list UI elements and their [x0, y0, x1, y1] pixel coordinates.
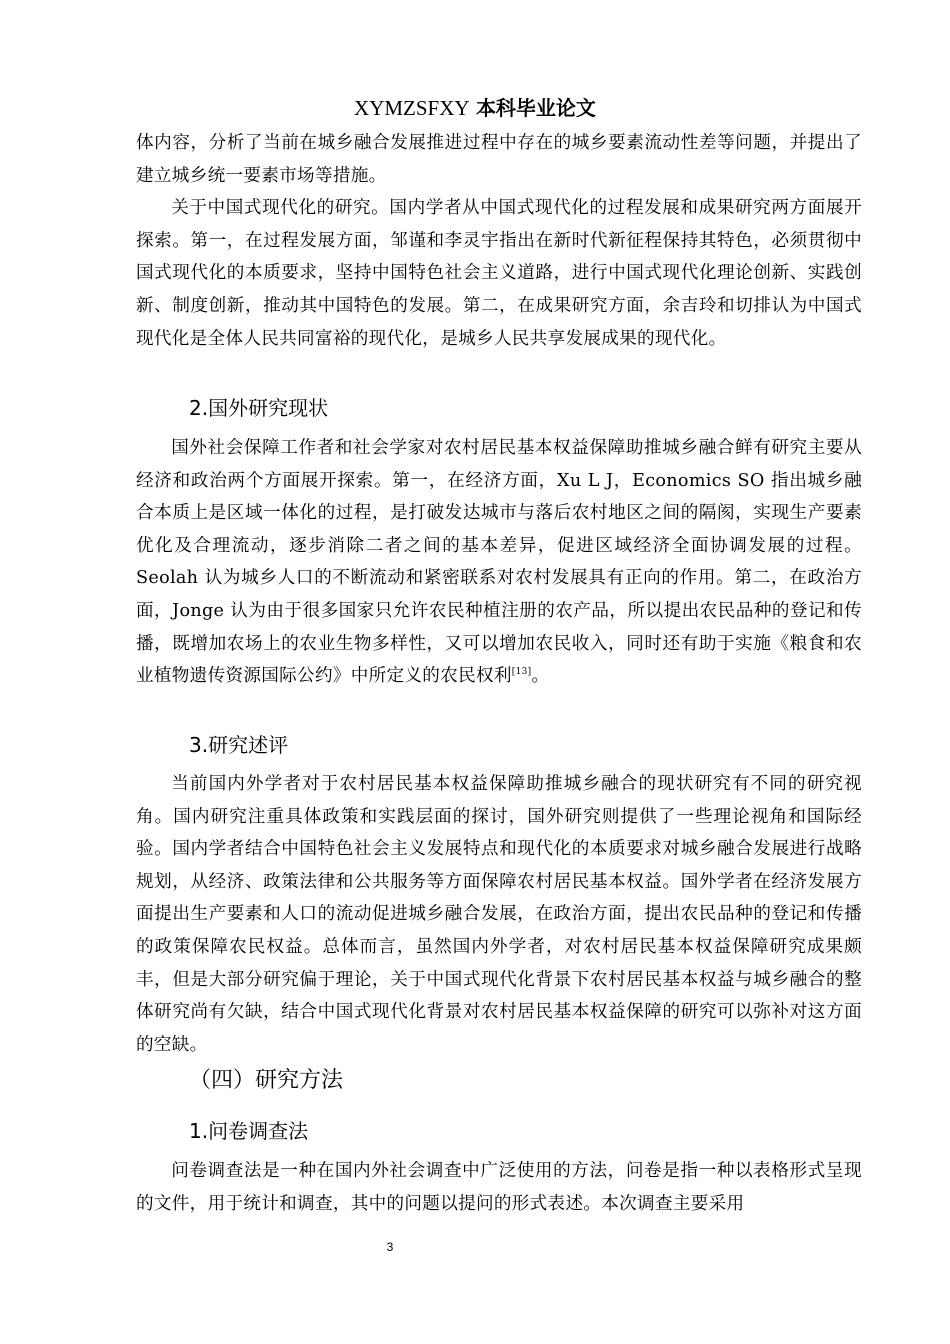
- paragraph-questionnaire-method: 问卷调查法是一种在国内外社会调查中广泛使用的方法，问卷是指一种以表格形式呈现的文件，用于统计和调查，其中的问题以提问的形式表述。本次调查主要采用: [136, 1161, 862, 1214]
- heading-research-review: 3.研究述评: [189, 733, 289, 757]
- paragraph-foreign-research: [136, 432, 862, 693]
- heading-foreign-research: 2.国外研究现状: [189, 396, 329, 420]
- paragraph-foreign-text: 国外社会保障工作者和社会学家对农村居民基本权益保障助推城乡融合鲜有研究主要从经济和政治两个方面展开探索。第一，在经济方面，Xu L J，Economics SO 指出城乡融合本质上是区域一体化的过程，是打破发达城市与落后农村地区之间的隔阂，实现生产要素优化及合理流动，逐步消除二者之间的基本差异，促进区域经济全面协调发展的过程。Seolah 认为城乡人口的不断流动和紧密联系对农村发展具有正向的作用。第二，在政治方面，Jonge 认为由于很多国家只允许农民种植注册的农产品，所以提出农民品种的登记和传播，既增加农场上的农业生物多样性，又可以增加农民收入，同时还有助于实施《粮食和农业植物遗传资源国际公约》中所定义的农民权利: [136, 438, 862, 687]
- page-number: 3: [386, 1240, 394, 1254]
- heading-questionnaire-method: 1.问卷调查法: [189, 1119, 309, 1143]
- paragraph-review-block: [136, 768, 862, 1061]
- paragraph-continuation-block: [136, 127, 862, 355]
- header-code: XYMZSFXY: [354, 96, 470, 120]
- paragraph-domestic-modernization: 关于中国式现代化的研究。国内学者从中国式现代化的过程发展和成果研究两方面展开探索。第一，在过程发展方面，邹谨和李灵宇指出在新时代新征程保持其特色，必须贯彻中国式现代化的本质要求，坚持中国特色社会主义道路，进行中国式现代化理论创新、实践创新、制度创新，推动其中国特色的发展。第二，在成果研究方面，余吉玲和切排认为中国式现代化是全体人民共同富裕的现代化，是城乡人民共享发展成果的现代化。: [136, 198, 862, 349]
- paragraph-research-review: 当前国内外学者对于农村居民基本权益保障助推城乡融合的现状研究有不同的研究视角。国内研究注重具体政策和实践层面的探讨，国外研究则提供了一些理论视角和国际经验。国内学者结合中国特色社会主义发展特点和现代化的本质要求对城乡融合发展进行战略规划，从经济、政策法律和公共服务等方面保障农村居民基本权益。国外学者在经济发展方面提出生产要素和人口的流动促进城乡融合发展，在政治方面，提出农民品种的登记和传播的政策保障农民权益。总体而言，虽然国内外学者，对农村居民基本权益保障研究成果颇丰，但是大部分研究偏于理论，关于中国式现代化背景下农村居民基本权益与城乡融合的整体研究尚有欠缺，结合中国式现代化背景对农村居民基本权益保障的研究可以弥补对这方面的空缺。: [136, 774, 862, 1055]
- paragraph-survey-block: [136, 1155, 862, 1220]
- heading-research-methods: （四）研究方法: [189, 1068, 344, 1093]
- paragraph-continuation: 体内容，分析了当前在城乡融合发展推进过程中存在的城乡要素流动性差等问题，并提出了建立城乡统一要素市场等措施。: [136, 133, 862, 186]
- citation-13: [13]: [511, 667, 532, 678]
- page-header: [0, 95, 950, 121]
- header-title: 本科毕业论文: [475, 96, 596, 120]
- paragraph-foreign-block: [136, 432, 862, 693]
- paragraph-foreign-end: 。: [531, 666, 550, 687]
